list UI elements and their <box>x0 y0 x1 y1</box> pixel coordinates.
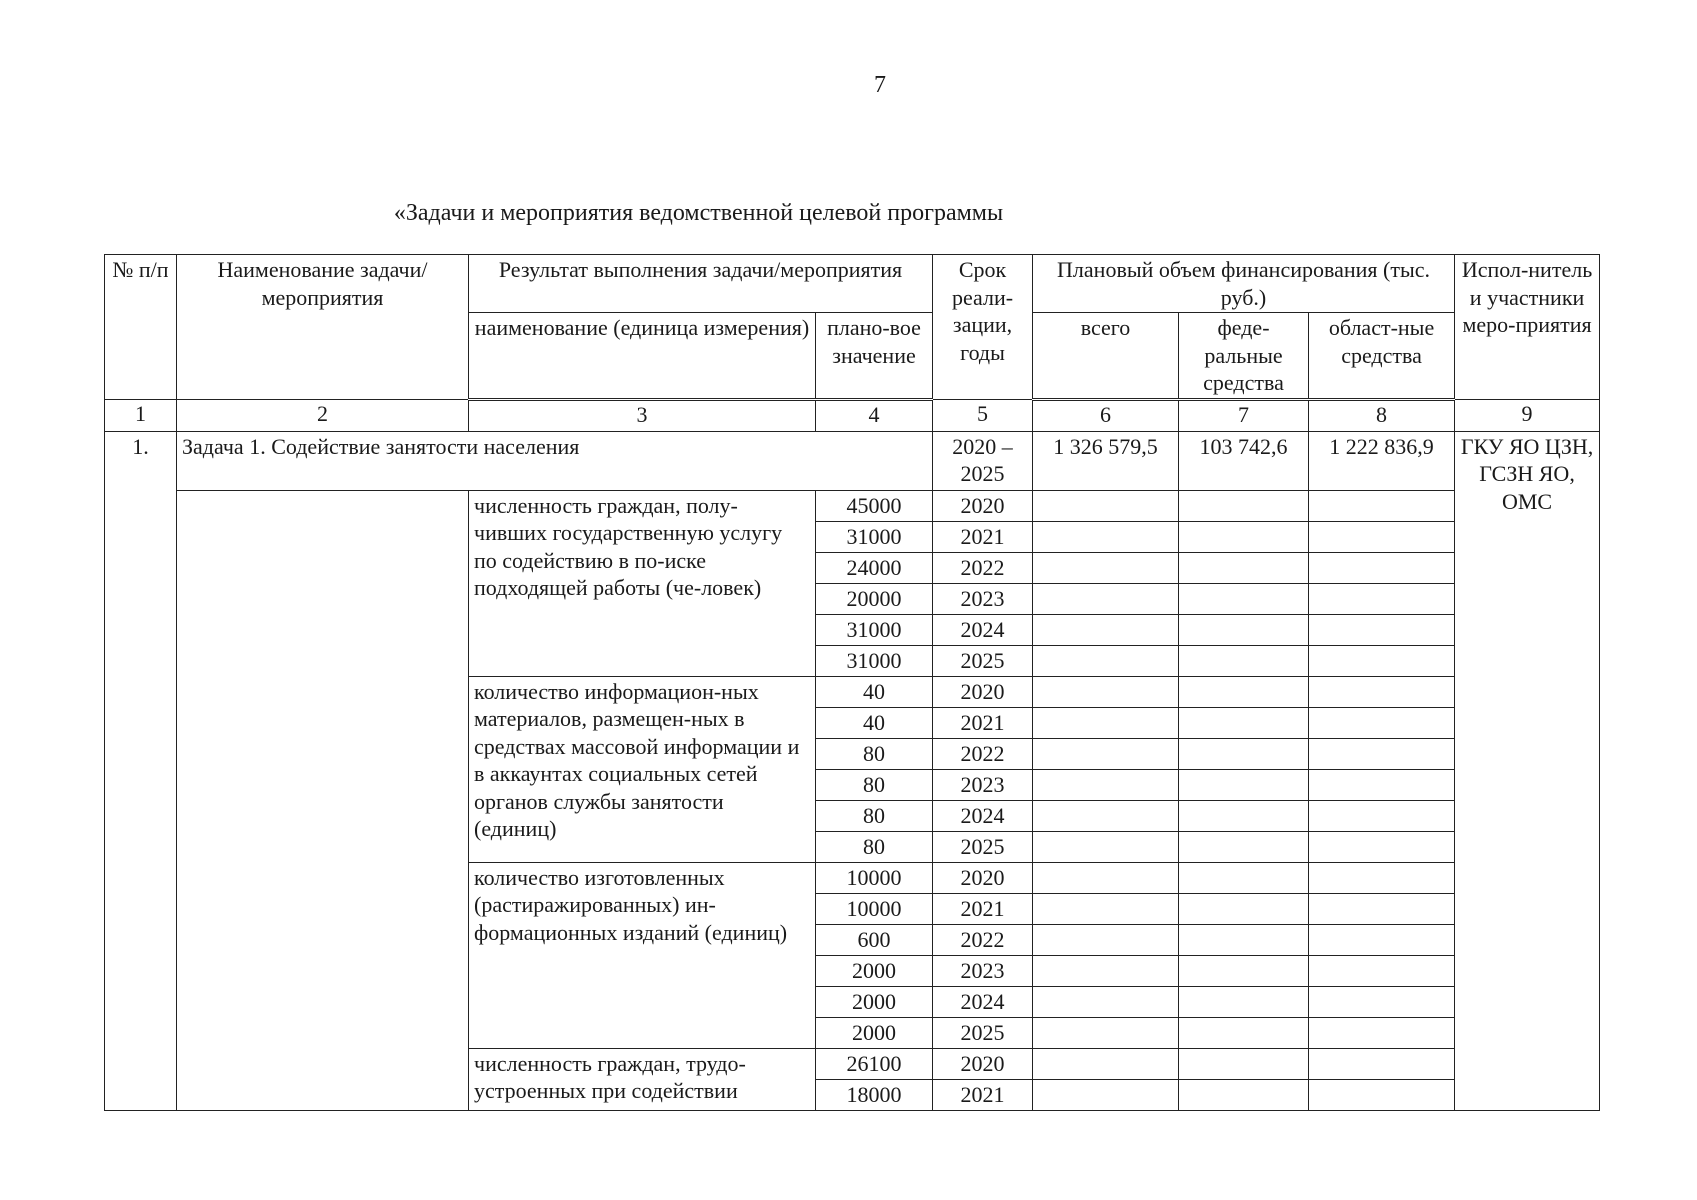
funding-federal-cell <box>1179 676 1309 707</box>
funding-federal-cell <box>1179 924 1309 955</box>
indicator-year: 2021 <box>933 893 1033 924</box>
funding-federal-cell <box>1179 583 1309 614</box>
indicator-name: численность граждан, трудо-устроенных при содействии <box>469 1048 816 1110</box>
funding-regional-cell <box>1309 521 1455 552</box>
header-federal: феде-ральные средства <box>1179 313 1309 400</box>
funding-regional-cell <box>1309 490 1455 521</box>
funding-total-cell <box>1033 769 1179 800</box>
funding-regional-cell <box>1309 955 1455 986</box>
indicator-plan-value: 80 <box>816 769 933 800</box>
funding-regional-cell <box>1309 924 1455 955</box>
column-number: 4 <box>816 399 933 431</box>
funding-regional-cell <box>1309 738 1455 769</box>
page-number: 7 <box>874 72 886 98</box>
funding-federal-cell <box>1179 707 1309 738</box>
indicator-plan-value: 10000 <box>816 893 933 924</box>
funding-federal-cell <box>1179 1079 1309 1110</box>
indicator-name: количество информацион-ных материалов, размещен-ных в средствах массовой информации и в аккаунтах социальных сетей органов службы занятости (единиц) <box>469 676 816 862</box>
indicator-year: 2020 <box>933 676 1033 707</box>
indicator-year: 2024 <box>933 986 1033 1017</box>
header-result-plan: плано-вое значение <box>816 313 933 400</box>
funding-regional-cell <box>1309 552 1455 583</box>
task-executor: ГКУ ЯО ЦЗН, ГСЗН ЯО, ОМС <box>1455 431 1600 1110</box>
funding-federal-cell <box>1179 893 1309 924</box>
header-result: Результат выполнения задачи/мероприятия <box>469 255 933 313</box>
funding-regional-cell <box>1309 1017 1455 1048</box>
indicator-year: 2025 <box>933 645 1033 676</box>
header-executor: Испол-нитель и участники меро-приятия <box>1455 255 1600 400</box>
indicator-year: 2022 <box>933 738 1033 769</box>
header-total: всего <box>1033 313 1179 400</box>
indicator-plan-value: 24000 <box>816 552 933 583</box>
funding-total-cell <box>1033 862 1179 893</box>
funding-total-cell <box>1033 1048 1179 1079</box>
funding-federal-cell <box>1179 521 1309 552</box>
column-number: 7 <box>1179 399 1309 431</box>
funding-regional-cell <box>1309 800 1455 831</box>
funding-federal-cell <box>1179 862 1309 893</box>
funding-federal-cell <box>1179 955 1309 986</box>
indicator-name: количество изготовленных (растиражированных) ин-формационных изданий (единиц) <box>469 862 816 1048</box>
indicator-plan-value: 600 <box>816 924 933 955</box>
indicator-plan-value: 26100 <box>816 1048 933 1079</box>
indicator-year: 2024 <box>933 800 1033 831</box>
indicator-row <box>105 490 1600 521</box>
funding-total-cell <box>1033 738 1179 769</box>
funding-regional-cell <box>1309 1048 1455 1079</box>
funding-total-cell <box>1033 490 1179 521</box>
funding-regional-cell <box>1309 862 1455 893</box>
funding-regional-cell <box>1309 831 1455 862</box>
funding-federal-cell <box>1179 769 1309 800</box>
header-funding: Плановый объем финансирования (тыс. руб.) <box>1033 255 1455 313</box>
indicator-year: 2022 <box>933 924 1033 955</box>
funding-total-cell <box>1033 955 1179 986</box>
funding-regional-cell <box>1309 676 1455 707</box>
indicator-plan-value: 10000 <box>816 862 933 893</box>
indicator-year: 2025 <box>933 831 1033 862</box>
column-number: 6 <box>1033 399 1179 431</box>
funding-federal-cell <box>1179 738 1309 769</box>
column-number: 3 <box>469 399 816 431</box>
indicator-year: 2021 <box>933 707 1033 738</box>
header-task-name: Наименование задачи/мероприятия <box>177 255 469 400</box>
funding-regional-cell <box>1309 986 1455 1017</box>
funding-total-cell <box>1033 893 1179 924</box>
funding-federal-cell <box>1179 986 1309 1017</box>
indicator-year: 2020 <box>933 1048 1033 1079</box>
funding-total-cell <box>1033 521 1179 552</box>
task-name: Задача 1. Содействие занятости населения <box>177 431 933 490</box>
funding-federal-cell <box>1179 831 1309 862</box>
funding-federal-cell <box>1179 552 1309 583</box>
indicator-year: 2025 <box>933 1017 1033 1048</box>
indicator-year: 2020 <box>933 862 1033 893</box>
indicator-plan-value: 18000 <box>816 1079 933 1110</box>
funding-federal-cell <box>1179 645 1309 676</box>
task-federal: 103 742,6 <box>1179 431 1309 490</box>
funding-total-cell <box>1033 800 1179 831</box>
funding-regional-cell <box>1309 707 1455 738</box>
indicator-year: 2021 <box>933 521 1033 552</box>
task-regional: 1 222 836,9 <box>1309 431 1455 490</box>
indicator-plan-value: 80 <box>816 831 933 862</box>
indicator-year: 2020 <box>933 490 1033 521</box>
funding-federal-cell <box>1179 490 1309 521</box>
document-title: «Задачи и мероприятия ведомственной целевой программы <box>393 200 1004 226</box>
indicator-plan-value: 2000 <box>816 955 933 986</box>
header-regional: област-ные средства <box>1309 313 1455 400</box>
funding-federal-cell <box>1179 800 1309 831</box>
indicator-plan-value: 80 <box>816 738 933 769</box>
funding-total-cell <box>1033 1079 1179 1110</box>
indicator-year: 2024 <box>933 614 1033 645</box>
column-number: 9 <box>1455 399 1600 431</box>
funding-regional-cell <box>1309 614 1455 645</box>
column-number: 2 <box>177 399 469 431</box>
funding-federal-cell <box>1179 614 1309 645</box>
header-result-name: наименование (единица измерения) <box>469 313 816 400</box>
indicator-year: 2021 <box>933 1079 1033 1110</box>
funding-regional-cell <box>1309 893 1455 924</box>
funding-federal-cell <box>1179 1048 1309 1079</box>
funding-total-cell <box>1033 552 1179 583</box>
indicator-year: 2023 <box>933 583 1033 614</box>
indicator-plan-value: 40 <box>816 676 933 707</box>
indicator-plan-value: 45000 <box>816 490 933 521</box>
funding-regional-cell <box>1309 769 1455 800</box>
funding-federal-cell <box>1179 1017 1309 1048</box>
funding-total-cell <box>1033 1017 1179 1048</box>
funding-total-cell <box>1033 707 1179 738</box>
column-number: 1 <box>105 399 177 431</box>
indicator-plan-value: 31000 <box>816 614 933 645</box>
indicator-plan-value: 80 <box>816 800 933 831</box>
funding-total-cell <box>1033 614 1179 645</box>
funding-regional-cell <box>1309 583 1455 614</box>
indicator-plan-value: 2000 <box>816 986 933 1017</box>
funding-regional-cell <box>1309 645 1455 676</box>
header-term: Срок реали-зации, годы <box>933 255 1033 400</box>
funding-total-cell <box>1033 924 1179 955</box>
indicator-plan-value: 31000 <box>816 521 933 552</box>
column-number: 5 <box>933 399 1033 431</box>
task-activity-cell <box>177 490 469 1110</box>
funding-regional-cell <box>1309 1079 1455 1110</box>
funding-total-cell <box>1033 831 1179 862</box>
column-number: 8 <box>1309 399 1455 431</box>
header-num: № п/п <box>105 255 177 400</box>
funding-total-cell <box>1033 986 1179 1017</box>
task-number: 1. <box>105 431 177 1110</box>
indicator-plan-value: 2000 <box>816 1017 933 1048</box>
funding-total-cell <box>1033 645 1179 676</box>
indicator-plan-value: 20000 <box>816 583 933 614</box>
indicator-year: 2022 <box>933 552 1033 583</box>
indicator-plan-value: 31000 <box>816 645 933 676</box>
indicator-name: численность граждан, полу-чивших государственную услугу по содействию в по-иске подходящей работы (че-ловек) <box>469 490 816 676</box>
indicator-plan-value: 40 <box>816 707 933 738</box>
column-number-row <box>105 399 1600 431</box>
task-total: 1 326 579,5 <box>1033 431 1179 490</box>
program-tasks-table <box>104 254 1600 1111</box>
task-term: 2020 – 2025 <box>933 431 1033 490</box>
indicator-year: 2023 <box>933 955 1033 986</box>
funding-total-cell <box>1033 676 1179 707</box>
task-row <box>105 431 1600 490</box>
funding-total-cell <box>1033 583 1179 614</box>
indicator-year: 2023 <box>933 769 1033 800</box>
